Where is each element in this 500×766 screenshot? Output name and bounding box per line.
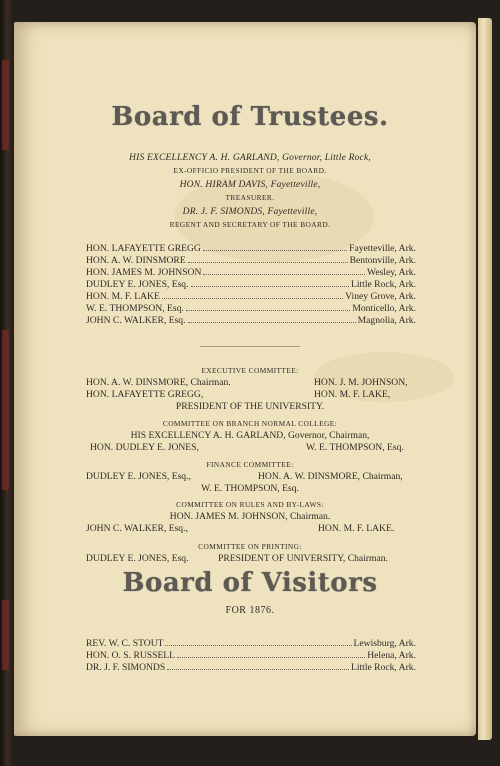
officer-name: HON. HIRAM DAVIS, Fayetteville, — [179, 180, 321, 190]
committee-member: HON. DUDLEY E. JONES, — [90, 442, 199, 453]
dot-leader — [177, 656, 365, 658]
officer-name: DR. J. F. SIMONDS, Fayetteville, — [182, 207, 318, 217]
visitor-row — [86, 638, 416, 649]
trustee-name: JOHN C. WALKER, Esq. — [86, 315, 186, 326]
committee-title: COMMITTEE ON RULES AND BY-LAWS: — [176, 500, 324, 509]
visitor-name: REV. W. C. STOUT — [86, 638, 164, 649]
trustee-place: Bentonville, Ark. — [349, 255, 416, 266]
trustee-place: Little Rock, Ark. — [350, 279, 416, 290]
visitor-place: Little Rock, Ark. — [350, 662, 416, 673]
committee-title: COMMITTEE ON BRANCH NORMAL COLLEGE: — [162, 419, 338, 428]
dot-leader — [165, 644, 351, 646]
officer-role: REGENT AND SECRETARY OF THE BOARD. — [169, 220, 331, 229]
officer-role: TREASURER. — [225, 193, 275, 202]
committee-member: DUDLEY E. JONES, Esq., — [86, 471, 191, 482]
visitor-place: Helena, Ark. — [367, 650, 416, 661]
trustee-place: Fayetteville, Ark. — [349, 243, 416, 254]
committee-member: HON. LAFAYETTE GREGG, — [86, 389, 204, 400]
trustee-name: W. E. THOMPSON, Esq. — [86, 303, 184, 314]
committee-member: PRESIDENT OF UNIVERSITY, Chairman. — [218, 553, 388, 564]
committee-member: W. E. THOMPSON, Esq. — [201, 483, 299, 494]
trustee-row — [86, 267, 416, 278]
visitor-name: DR. J. F. SIMONDS — [86, 662, 166, 673]
officer-role: EX-OFFICIO PRESIDENT OF THE BOARD. — [173, 166, 327, 175]
visitor-name: HON. O. S. RUSSELL — [86, 650, 176, 661]
visitors-heading: Board of Visitors — [122, 568, 378, 598]
dot-leader — [188, 321, 356, 323]
dot-leader — [167, 668, 349, 670]
trustee-name: HON. LAFAYETTE GREGG — [86, 243, 201, 254]
trustee-place: Wesley, Ark. — [367, 267, 416, 278]
trustee-name: HON. M. F. LAKE — [86, 291, 160, 302]
dot-leader — [186, 309, 350, 311]
committee-title: COMMITTEE ON PRINTING: — [198, 542, 302, 551]
trustee-name: HON. A. W. DINSMORE — [86, 255, 186, 266]
visitors-year: FOR 1876. — [225, 605, 275, 616]
committee-member: DUDLEY E. JONES, Esq. — [86, 553, 189, 564]
trustee-row — [86, 255, 416, 266]
dot-leader — [203, 273, 365, 275]
section-divider — [200, 346, 300, 347]
visitor-place: Lewisburg, Ark. — [353, 638, 416, 649]
committee-member: PRESIDENT OF THE UNIVERSITY. — [175, 401, 325, 412]
committee-title: FINANCE COMMITTEE: — [206, 460, 294, 469]
trustee-row — [86, 243, 416, 254]
trustee-row — [86, 291, 416, 302]
dot-leader — [203, 249, 347, 251]
committee-member: HON. J. M. JOHNSON, — [314, 377, 408, 388]
committee-member: HON. JAMES M. JOHNSON, Chairman. — [169, 511, 331, 522]
committee-member: HIS EXCELLENCY A. H. GARLAND, Governor, Chairman, — [130, 430, 370, 441]
officer-name: HIS EXCELLENCY A. H. GARLAND, Governor, Little Rock, — [129, 153, 371, 163]
committee-member: HON. A. W. DINSMORE, Chairman. — [86, 377, 231, 388]
committee-member: HON. A. W. DINSMORE, Chairman, — [258, 471, 403, 482]
trustee-place: Monticello, Ark. — [352, 303, 416, 314]
committee-title: EXECUTIVE COMMITTEE: — [201, 366, 299, 375]
trustee-place: Magnolia, Ark. — [357, 315, 416, 326]
committee-member: W. E. THOMPSON, Esq. — [306, 442, 404, 453]
trustee-place: Viney Grove, Ark. — [345, 291, 416, 302]
committee-member: HON. M. F. LAKE. — [318, 523, 395, 534]
trustee-row — [86, 315, 416, 326]
dot-leader — [191, 285, 349, 287]
trustees-heading: Board of Trustees. — [111, 102, 389, 132]
committee-member: JOHN C. WALKER, Esq., — [86, 523, 188, 534]
trustee-row — [86, 303, 416, 314]
committee-member: HON. M. F. LAKE, — [314, 389, 391, 400]
dot-leader — [188, 261, 348, 263]
dot-leader — [162, 297, 343, 299]
visitor-row — [86, 650, 416, 661]
trustee-name: DUDLEY E. JONES, Esq. — [86, 279, 189, 290]
trustee-name: HON. JAMES M. JOHNSON — [86, 267, 202, 278]
trustee-row — [86, 279, 416, 290]
visitor-row — [86, 662, 416, 673]
